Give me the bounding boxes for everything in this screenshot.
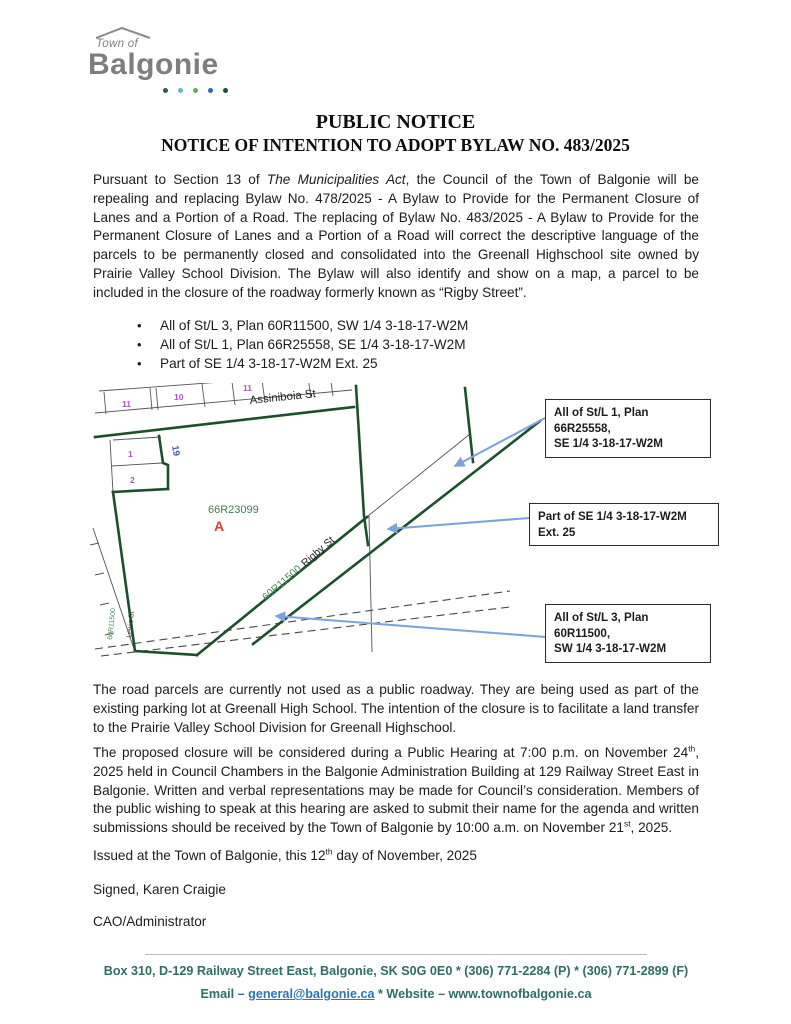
email-link[interactable]: general@balgonie.ca [248,987,375,1001]
logo-town-of: Town of [96,38,138,50]
plan-label-left-60R11500: 60R11500 [107,607,118,641]
parcel-letter-a: A [214,518,225,534]
parcel-bullet-list [137,316,657,373]
lot-number-19: 19 [169,444,182,457]
notice-title-block [93,110,698,156]
footer-divider [145,954,647,955]
parcel-boundaries [95,386,540,655]
footer [60,960,732,1006]
svg-text:10: 10 [174,392,184,402]
lot-numbers [122,383,252,485]
road-label-rigby: 60R11500Rigby St [260,534,337,604]
svg-text:11: 11 [243,383,252,393]
page-title: PUBLIC NOTICE [315,111,476,133]
paragraph-road-parcels: The road parcels are currently not used as a public roadway. They are being used as part of the existing parking lot at Greenall High School. The intention of the closure is to facilitate a land transfer to the Prairie Valley School Division for Greenall Highschool. [93,682,699,735]
svg-text:2: 2 [130,475,135,485]
page-subtitle: NOTICE OF INTENTION TO ADOPT BYLAW NO. 483/2025 [161,135,630,155]
logo-name: Balgonie [88,48,219,81]
paragraph-intro: Pursuant to Section 13 of The Municipalities Act, the Council of the Town of Balgonie will be repealing and replacing Bylaw No. 478/2025 - A Bylaw to Provide for the Permanent Closure of Lanes and a Portion of a Road. The replacing of Bylaw No. 483/2025 - A Bylaw to Provide for the Permanent Closure of Lanes and a Portion of a Road will correct the descriptive language of the parcels to be permanently closed and consolidated into the Greenall Highschool site owned by Prairie Valley School Division. The Bylaw will also identify and show on a map, a parcel to be included in the closure of the roadway formerly known as “Rigby Street”. [93,172,699,300]
footer-address-line: Box 310, D-129 Railway Street East, Balgonie, SK S0G 0E0 * (306) 771-2284 (P) * (306) 771-2899 (F) [103,964,689,978]
callout-box-stl1: All of St/L 1, Plan 66R25558, SE 1/4 3-18-17-W2M [545,399,711,458]
signed-line: Signed, Karen Craigie [93,882,226,897]
town-logo [88,26,258,80]
list-item: • All of St/L 1, Plan 66R25558, SE 1/4 3-18-17-W2M [137,337,466,352]
svg-text:1: 1 [128,449,133,459]
footer-contact-line: Email – general@balgonie.ca * Website – www.townofbalgonie.ca [200,987,592,1001]
callout-box-stl3: All of St/L 3, Plan 60R11500, SW 1/4 3-18-17-W2M [545,604,711,663]
street-label-assiniboia: Assiniboia St [249,388,317,407]
survey-lines [90,383,470,652]
paragraph-public-hearing: The proposed closure will be considered during a Public Hearing at 7:00 p.m. on November 24th, 2025 held in Council Chambers in the Balgonie Administration Building at 129 Railway Street East in Balgonie. Written and verbal representations may be made for Council’s consideration. Members of the public wishing to speak at this hearing are asked to submit their name for the agenda and written submissions should be received by the Town of Balgonie by 10:00 a.m. on November 21st, 2025. [93,743,699,836]
logo-dots-icon [163,88,228,93]
list-item: • All of St/L 3, Plan 60R11500, SW 1/4 3-18-17-W2M [137,318,469,333]
dashed-track-lines [95,591,510,656]
street-label-lewis: Lewis St [126,611,136,639]
plan-label-66R23099: 66R23099 [208,504,259,516]
issued-line: Issued at the Town of Balgonie, this 12th day of November, 2025 [93,846,477,863]
list-item: • Part of SE 1/4 3-18-17-W2M Ext. 25 [137,356,378,371]
callout-arrows [276,417,547,637]
svg-text:11: 11 [122,399,131,409]
website-text: www.townofbalgonie.ca [448,987,592,1001]
callout-box-se-ext25: Part of SE 1/4 3-18-17-W2M Ext. 25 [529,503,719,546]
cao-line: CAO/Administrator [93,914,207,929]
